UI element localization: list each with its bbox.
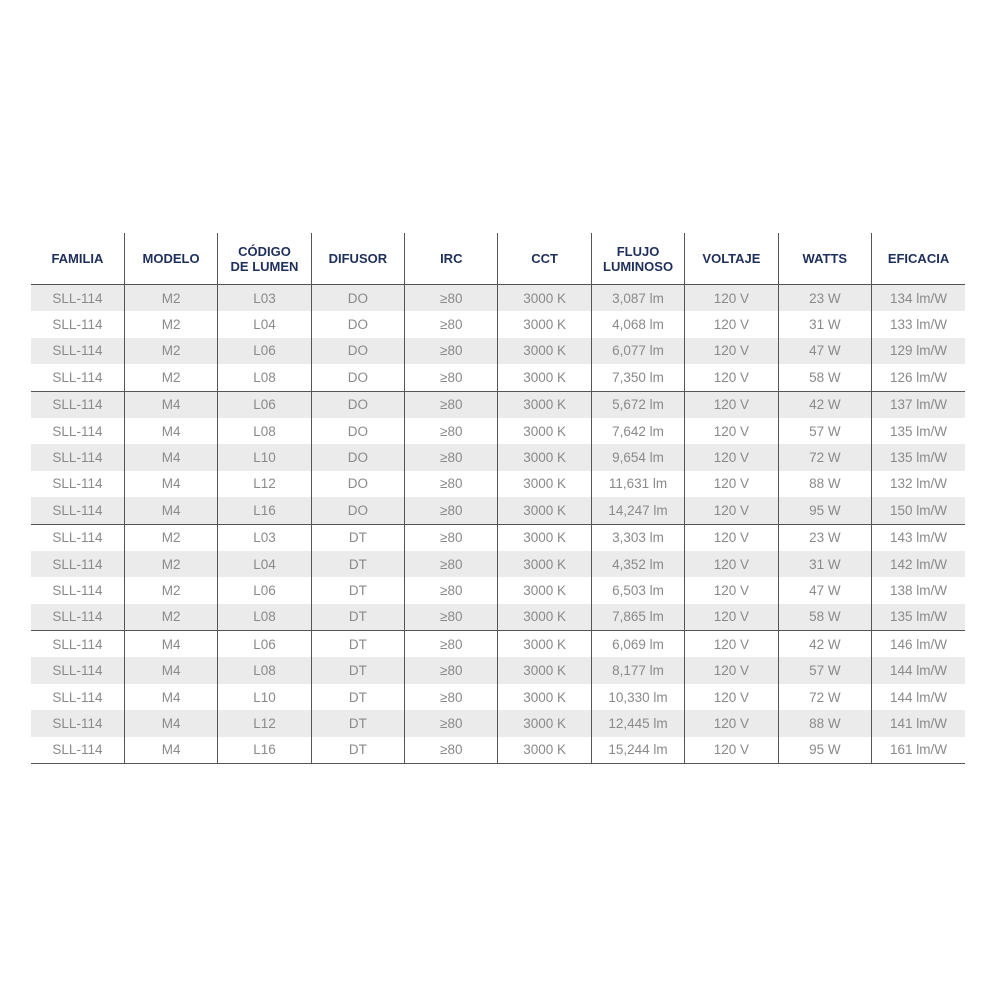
header-cct: CCT [498, 233, 591, 285]
cell-cct: 3000 K [498, 391, 591, 418]
cell-flujo-luminoso: 8,177 lm [591, 657, 684, 683]
cell-flujo-luminoso: 10,330 lm [591, 684, 684, 710]
table-row [31, 631, 965, 658]
cell-difusor: DO [311, 364, 404, 391]
cell-codigo-de-lumen: L04 [218, 551, 311, 577]
cell-codigo-de-lumen: L06 [218, 631, 311, 658]
cell-voltaje: 120 V [685, 737, 778, 764]
cell-familia: SLL-114 [31, 551, 124, 577]
cell-familia: SLL-114 [52, 689, 103, 705]
cell-cct: 3000 K [498, 364, 591, 391]
cell-eficacia: 161 lm/W [872, 737, 965, 764]
cell-voltaje: 120 V [685, 524, 778, 551]
cell-watts: 72 W [778, 684, 871, 710]
table-row [31, 471, 965, 497]
cell-watts: 42 W [778, 391, 871, 418]
cell-modelo: M2 [124, 551, 217, 577]
cell-cct: 3000 K [498, 285, 591, 312]
cell-cct: 3000 K [498, 524, 591, 551]
cell-familia: SLL-114 [31, 631, 124, 658]
cell-familia: SLL-114 [31, 444, 124, 470]
header-watts: WATTS [778, 233, 871, 285]
cell-modelo: M4 [124, 737, 217, 764]
cell-codigo-de-lumen: L04 [218, 311, 311, 337]
cell-watts: 58 W [778, 364, 871, 391]
cell-familia: SLL-114 [52, 369, 103, 385]
cell-codigo-de-lumen: L08 [218, 657, 311, 683]
header-difusor: DIFUSOR [311, 233, 404, 285]
cell-difusor: DO [311, 338, 404, 364]
cell-flujo-luminoso: 6,077 lm [591, 338, 684, 364]
cell-difusor: DT [311, 551, 404, 577]
cell-eficacia: 129 lm/W [872, 338, 965, 364]
cell-familia: SLL-114 [31, 710, 124, 736]
cell-flujo-luminoso: 6,503 lm [591, 577, 684, 603]
table-row [31, 311, 965, 337]
table-row [31, 391, 965, 418]
cell-flujo-luminoso: 3,087 lm [591, 285, 684, 312]
cell-flujo-luminoso: 3,303 lm [591, 524, 684, 551]
cell-modelo: M4 [124, 418, 217, 444]
cell-modelo: M4 [124, 497, 217, 524]
cell-eficacia: 137 lm/W [872, 391, 965, 418]
cell-difusor: DT [311, 710, 404, 736]
cell-voltaje: 120 V [685, 471, 778, 497]
cell-eficacia: 150 lm/W [872, 497, 965, 524]
cell-modelo: M4 [124, 471, 217, 497]
table-row [31, 657, 965, 683]
cell-modelo: M4 [124, 444, 217, 470]
cell-cct: 3000 K [498, 338, 591, 364]
cell-voltaje: 120 V [685, 631, 778, 658]
cell-modelo: M4 [124, 710, 217, 736]
cell-familia: SLL-114 [31, 524, 124, 551]
cell-codigo-de-lumen: L06 [218, 391, 311, 418]
cell-watts: 23 W [778, 285, 871, 312]
cell-flujo-luminoso: 7,642 lm [591, 418, 684, 444]
cell-watts: 88 W [778, 710, 871, 736]
cell-irc: ≥80 [405, 577, 498, 603]
cell-codigo-de-lumen: L10 [218, 684, 311, 710]
cell-eficacia: 141 lm/W [872, 710, 965, 736]
cell-irc: ≥80 [405, 524, 498, 551]
table-row [31, 604, 965, 631]
cell-cct: 3000 K [498, 471, 591, 497]
cell-codigo-de-lumen: L08 [218, 604, 311, 631]
cell-voltaje: 120 V [685, 604, 778, 631]
cell-modelo: M2 [124, 338, 217, 364]
cell-watts: 47 W [778, 577, 871, 603]
cell-watts: 95 W [778, 497, 871, 524]
cell-flujo-luminoso: 11,631 lm [591, 471, 684, 497]
cell-codigo-de-lumen: L06 [218, 577, 311, 603]
cell-flujo-luminoso: 9,654 lm [591, 444, 684, 470]
header-eficacia: EFICACIA [872, 233, 965, 285]
header-voltaje: VOLTAJE [685, 233, 778, 285]
cell-eficacia: 132 lm/W [872, 471, 965, 497]
cell-cct: 3000 K [498, 444, 591, 470]
table-row [31, 551, 965, 577]
cell-irc: ≥80 [405, 551, 498, 577]
cell-modelo: M4 [124, 631, 217, 658]
cell-difusor: DO [311, 285, 404, 312]
cell-watts: 42 W [778, 631, 871, 658]
cell-modelo: M2 [124, 285, 217, 312]
cell-irc: ≥80 [405, 631, 498, 658]
cell-irc: ≥80 [405, 604, 498, 631]
cell-irc: ≥80 [405, 710, 498, 736]
cell-modelo: M2 [124, 604, 217, 631]
cell-watts: 47 W [778, 338, 871, 364]
cell-familia: SLL-114 [31, 497, 124, 524]
cell-irc: ≥80 [405, 737, 498, 764]
cell-modelo: M4 [124, 391, 217, 418]
cell-codigo-de-lumen: L06 [218, 338, 311, 364]
cell-voltaje: 120 V [685, 657, 778, 683]
table-row [31, 577, 965, 603]
cell-codigo-de-lumen: L03 [218, 285, 311, 312]
cell-eficacia: 142 lm/W [872, 551, 965, 577]
cell-cct: 3000 K [498, 710, 591, 736]
cell-watts: 88 W [778, 471, 871, 497]
cell-flujo-luminoso: 14,247 lm [591, 497, 684, 524]
cell-voltaje: 120 V [685, 710, 778, 736]
cell-eficacia: 135 lm/W [872, 444, 965, 470]
cell-watts: 57 W [778, 657, 871, 683]
cell-voltaje: 120 V [685, 311, 778, 337]
cell-eficacia: 134 lm/W [872, 285, 965, 312]
cell-familia: SLL-114 [31, 737, 124, 764]
cell-flujo-luminoso: 12,445 lm [591, 710, 684, 736]
cell-irc: ≥80 [405, 364, 498, 391]
cell-irc: ≥80 [405, 657, 498, 683]
cell-familia: SLL-114 [31, 657, 124, 683]
cell-voltaje: 120 V [685, 444, 778, 470]
table-row [31, 364, 965, 391]
cell-difusor: DT [311, 577, 404, 603]
cell-cct: 3000 K [498, 631, 591, 658]
cell-irc: ≥80 [405, 338, 498, 364]
specifications-table [31, 233, 965, 764]
cell-modelo: M2 [124, 577, 217, 603]
header-modelo: MODELO [124, 233, 217, 285]
cell-eficacia: 143 lm/W [872, 524, 965, 551]
cell-irc: ≥80 [405, 497, 498, 524]
cell-irc: ≥80 [405, 444, 498, 470]
cell-modelo: M2 [124, 524, 217, 551]
table-header-row [31, 233, 965, 285]
cell-watts: 58 W [778, 604, 871, 631]
cell-eficacia: 133 lm/W [872, 311, 965, 337]
cell-familia: SLL-114 [31, 338, 124, 364]
cell-irc: ≥80 [405, 418, 498, 444]
table-row [31, 737, 965, 764]
cell-cct: 3000 K [498, 497, 591, 524]
cell-watts: 95 W [778, 737, 871, 764]
header-flujo-luminoso: FLUJO LUMINOSO [591, 233, 684, 285]
cell-irc: ≥80 [405, 311, 498, 337]
cell-difusor: DO [311, 391, 404, 418]
cell-cct: 3000 K [498, 311, 591, 337]
cell-cct: 3000 K [498, 657, 591, 683]
cell-difusor: DT [311, 524, 404, 551]
cell-eficacia: 135 lm/W [872, 418, 965, 444]
cell-flujo-luminoso: 4,352 lm [591, 551, 684, 577]
cell-difusor: DT [311, 604, 404, 631]
cell-codigo-de-lumen: L12 [218, 710, 311, 736]
cell-irc: ≥80 [405, 391, 498, 418]
cell-codigo-de-lumen: L16 [218, 737, 311, 764]
cell-irc: ≥80 [405, 471, 498, 497]
cell-flujo-luminoso: 4,068 lm [591, 311, 684, 337]
cell-watts: 57 W [778, 418, 871, 444]
cell-irc: ≥80 [405, 684, 498, 710]
table-row [31, 338, 965, 364]
cell-difusor: DO [311, 418, 404, 444]
cell-eficacia: 144 lm/W [872, 657, 965, 683]
table-row [31, 444, 965, 470]
cell-watts: 72 W [778, 444, 871, 470]
cell-codigo-de-lumen: L03 [218, 524, 311, 551]
cell-voltaje: 120 V [685, 418, 778, 444]
table-row [31, 524, 965, 551]
cell-modelo: M4 [124, 657, 217, 683]
table-row [31, 684, 965, 710]
cell-flujo-luminoso: 7,865 lm [591, 604, 684, 631]
cell-watts: 23 W [778, 524, 871, 551]
header-codigo-de-lumen: CÓDIGO DE LUMEN [218, 233, 311, 285]
table-row [31, 497, 965, 524]
cell-difusor: DT [311, 631, 404, 658]
cell-voltaje: 120 V [685, 338, 778, 364]
cell-eficacia: 146 lm/W [872, 631, 965, 658]
cell-eficacia: 138 lm/W [872, 577, 965, 603]
cell-irc: ≥80 [405, 285, 498, 312]
cell-flujo-luminoso: 7,350 lm [591, 364, 684, 391]
cell-modelo: M4 [124, 684, 217, 710]
cell-familia: SLL-114 [31, 391, 124, 418]
header-familia: FAMILIA [31, 233, 124, 285]
cell-eficacia: 126 lm/W [872, 364, 965, 391]
cell-watts: 31 W [778, 311, 871, 337]
cell-voltaje: 120 V [685, 497, 778, 524]
cell-difusor: DT [311, 737, 404, 764]
cell-voltaje: 120 V [685, 285, 778, 312]
cell-cct: 3000 K [498, 551, 591, 577]
cell-familia: SLL-114 [52, 582, 103, 598]
table-body [31, 285, 965, 764]
cell-difusor: DO [311, 444, 404, 470]
cell-codigo-de-lumen: L12 [218, 471, 311, 497]
cell-codigo-de-lumen: L08 [218, 418, 311, 444]
cell-watts: 31 W [778, 551, 871, 577]
cell-familia: SLL-114 [52, 317, 103, 333]
cell-cct: 3000 K [498, 604, 591, 631]
cell-difusor: DO [311, 311, 404, 337]
table-row [31, 285, 965, 312]
cell-codigo-de-lumen: L10 [218, 444, 311, 470]
cell-voltaje: 120 V [685, 391, 778, 418]
cell-cct: 3000 K [498, 737, 591, 764]
cell-familia: SLL-114 [31, 285, 124, 312]
cell-modelo: M2 [124, 311, 217, 337]
cell-eficacia: 135 lm/W [872, 604, 965, 631]
cell-familia: SLL-114 [31, 604, 124, 631]
cell-flujo-luminoso: 5,672 lm [591, 391, 684, 418]
cell-modelo: M2 [124, 364, 217, 391]
cell-cct: 3000 K [498, 577, 591, 603]
cell-voltaje: 120 V [685, 577, 778, 603]
cell-voltaje: 120 V [685, 684, 778, 710]
cell-voltaje: 120 V [685, 364, 778, 391]
cell-difusor: DO [311, 471, 404, 497]
cell-codigo-de-lumen: L08 [218, 364, 311, 391]
spec-table [31, 233, 965, 764]
cell-difusor: DT [311, 684, 404, 710]
table-row [31, 710, 965, 736]
cell-difusor: DT [311, 657, 404, 683]
cell-flujo-luminoso: 6,069 lm [591, 631, 684, 658]
header-irc: IRC [405, 233, 498, 285]
cell-codigo-de-lumen: L16 [218, 497, 311, 524]
cell-familia: SLL-114 [52, 476, 103, 492]
cell-voltaje: 120 V [685, 551, 778, 577]
table-row [31, 418, 965, 444]
cell-cct: 3000 K [498, 684, 591, 710]
cell-cct: 3000 K [498, 418, 591, 444]
cell-flujo-luminoso: 15,244 lm [591, 737, 684, 764]
cell-difusor: DO [311, 497, 404, 524]
cell-familia: SLL-114 [52, 423, 103, 439]
cell-eficacia: 144 lm/W [872, 684, 965, 710]
